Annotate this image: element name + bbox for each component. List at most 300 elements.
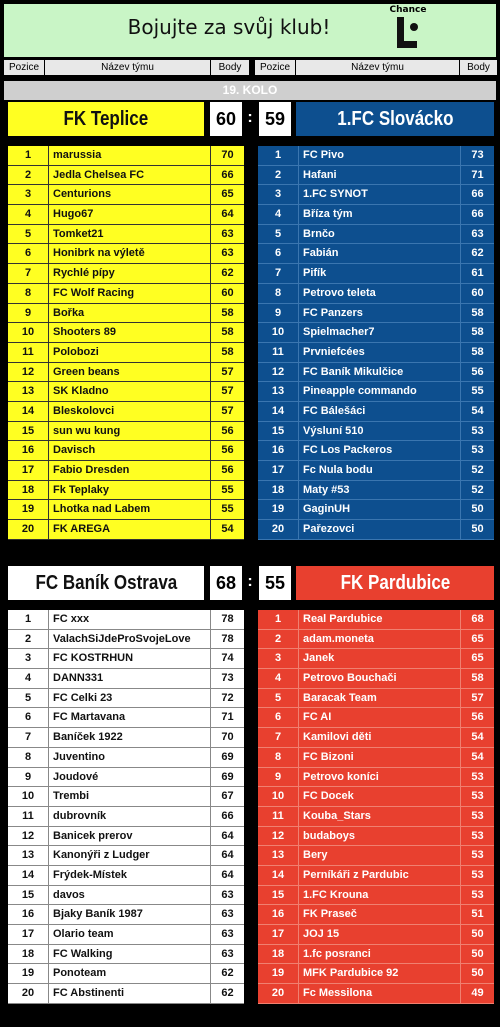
row-points: 53 — [471, 888, 484, 901]
table-row — [258, 284, 494, 304]
row-points: 51 — [471, 908, 484, 921]
row-team-name: Perníkáři z Pardubic — [298, 866, 461, 885]
table-row — [8, 146, 244, 166]
team-name-slovacko — [296, 102, 494, 136]
table-row — [8, 827, 244, 847]
row-team-name: FC Abstinenti — [48, 984, 211, 1003]
row-points: 63 — [221, 888, 234, 901]
table-row — [258, 500, 494, 520]
table-row — [258, 649, 494, 669]
row-position: 18 — [271, 947, 285, 960]
row-points: 67 — [221, 790, 234, 803]
table-row — [258, 925, 494, 945]
row-position: 16 — [21, 444, 35, 457]
team-name-text: FC Baník Ostrava — [35, 572, 177, 594]
row-position: 15 — [271, 888, 285, 901]
row-position: 8 — [274, 286, 282, 299]
logo-text: Chance — [389, 5, 427, 15]
table-row — [258, 422, 494, 442]
table-row — [8, 284, 244, 304]
row-position: 12 — [21, 829, 35, 842]
row-points: 55 — [471, 385, 484, 398]
table-row — [8, 343, 244, 363]
row-points: 50 — [471, 503, 484, 516]
row-team-name: Fk Teplaky — [48, 481, 211, 500]
row-position: 5 — [24, 227, 32, 240]
row-points: 58 — [471, 306, 484, 319]
table-row — [8, 787, 244, 807]
table-row — [258, 964, 494, 984]
row-team-name: Polobozi — [48, 343, 211, 362]
row-team-name: MFK Pardubice 92 — [298, 964, 461, 983]
row-points: 78 — [221, 613, 234, 625]
row-team-name: budaboys — [298, 827, 461, 846]
header-right — [255, 60, 498, 75]
row-team-name: 1.FC SYNOT — [298, 185, 461, 204]
row-points: 61 — [471, 267, 484, 280]
row-position: 12 — [271, 365, 285, 378]
row-team-name: Výsluní 510 — [298, 422, 461, 441]
row-position: 5 — [274, 227, 282, 240]
row-position: 17 — [21, 928, 35, 940]
row-points: 56 — [221, 424, 234, 437]
row-position: 5 — [24, 691, 32, 704]
row-points: 53 — [471, 829, 484, 842]
row-points: 50 — [471, 523, 484, 536]
row-team-name: Tomket21 — [48, 225, 211, 244]
row-points: 58 — [471, 672, 484, 685]
row-team-name: Banicek prerov — [48, 827, 211, 846]
row-points: 60 — [221, 286, 234, 299]
row-team-name: Fabián — [298, 244, 461, 263]
row-position: 1 — [24, 149, 32, 161]
row-points: 62 — [221, 967, 234, 980]
row-points: 52 — [471, 483, 484, 496]
row-points: 65 — [471, 632, 484, 645]
row-points: 64 — [221, 208, 234, 221]
row-points: 53 — [471, 868, 484, 881]
table-row — [258, 689, 494, 709]
row-position: 9 — [24, 306, 32, 319]
table-row — [8, 244, 244, 264]
row-points: 63 — [221, 247, 234, 260]
table-row — [258, 481, 494, 501]
team-name-text: FK Pardubice — [340, 572, 450, 594]
header-pts: Body — [211, 60, 249, 75]
row-points: 53 — [471, 809, 484, 822]
row-team-name: Lhotka nad Labem — [48, 500, 211, 519]
table-row — [8, 225, 244, 245]
header-pos: Pozice — [4, 60, 44, 75]
row-position: 7 — [24, 731, 32, 744]
row-position: 15 — [21, 424, 35, 437]
row-team-name: Joudové — [48, 768, 211, 787]
row-position: 7 — [24, 267, 32, 280]
row-points: 57 — [221, 385, 234, 398]
row-team-name: Centurions — [48, 185, 211, 204]
row-points: 64 — [221, 868, 234, 881]
row-team-name: Pařezovci — [298, 520, 461, 539]
row-points: 63 — [221, 908, 234, 921]
row-points: 65 — [221, 188, 234, 201]
row-position: 4 — [24, 208, 32, 221]
row-position: 13 — [271, 849, 285, 862]
row-points: 56 — [221, 444, 234, 457]
row-points: 53 — [471, 424, 484, 437]
header-left — [4, 60, 250, 75]
row-points: 57 — [471, 691, 484, 704]
row-team-name: JOJ 15 — [298, 925, 461, 944]
row-team-name: 1.fc posranci — [298, 945, 461, 964]
row-team-name: davos — [48, 886, 211, 905]
row-position: 2 — [24, 168, 32, 181]
row-team-name: dubrovník — [48, 807, 211, 826]
row-position: 14 — [21, 868, 35, 881]
table-row — [8, 886, 244, 906]
row-team-name: Petrovo Bouchači — [298, 669, 461, 688]
row-points: 54 — [221, 523, 234, 536]
row-points: 70 — [221, 731, 234, 744]
table-row — [258, 244, 494, 264]
row-position: 13 — [271, 385, 285, 398]
row-position: 2 — [274, 632, 282, 645]
table-row — [8, 520, 244, 540]
row-position: 7 — [274, 267, 282, 280]
table-row — [8, 422, 244, 442]
team-name-teplice — [8, 102, 204, 136]
row-points: 73 — [471, 149, 484, 161]
row-team-name: Brnčo — [298, 225, 461, 244]
row-team-name: Green beans — [48, 363, 211, 382]
row-team-name: Fc Nula bodu — [298, 461, 461, 480]
team-name-ostrava — [8, 566, 204, 600]
row-position: 11 — [272, 809, 284, 822]
row-team-name: Trembi — [48, 787, 211, 806]
team-name-text: 1.FC Slovácko — [336, 108, 454, 130]
row-position: 11 — [22, 809, 34, 822]
row-team-name: Fc Messilona — [298, 984, 461, 1003]
row-points: 65 — [471, 652, 484, 665]
row-team-name: Jedla Chelsea FC — [48, 166, 211, 185]
row-points: 69 — [221, 770, 234, 783]
banner-title: Bojujte za svůj klub! — [127, 15, 331, 39]
table-row — [258, 827, 494, 847]
table-row — [8, 630, 244, 650]
row-position: 19 — [21, 503, 35, 516]
row-team-name: FC KOSTRHUN — [48, 649, 211, 668]
row-team-name: Kanonýři z Ludger — [48, 846, 211, 865]
row-position: 10 — [271, 326, 285, 339]
row-team-name: FC Wolf Racing — [48, 284, 211, 303]
row-team-name: FC Martavana — [48, 708, 211, 727]
header-name: Název týmu — [45, 60, 210, 75]
row-points: 72 — [221, 691, 234, 704]
row-points: 58 — [471, 345, 484, 358]
row-points: 58 — [221, 306, 234, 319]
table-row — [258, 669, 494, 689]
score-home: 60 — [210, 102, 242, 136]
row-position: 2 — [274, 168, 282, 181]
table-row — [258, 787, 494, 807]
row-points: 60 — [471, 286, 484, 299]
row-team-name: sun wu kung — [48, 422, 211, 441]
team-name-pardubice — [296, 566, 494, 600]
row-team-name: Davisch — [48, 441, 211, 460]
table-row — [8, 441, 244, 461]
row-team-name: Bříza tým — [298, 205, 461, 224]
table-row — [8, 166, 244, 186]
row-position: 6 — [24, 247, 32, 260]
row-points: 69 — [221, 750, 234, 763]
row-points: 50 — [471, 947, 484, 960]
table-row — [8, 905, 244, 925]
table-row — [258, 225, 494, 245]
row-team-name: Bleskolovci — [48, 402, 211, 421]
row-position: 4 — [274, 208, 282, 221]
row-points: 66 — [471, 188, 484, 201]
row-position: 15 — [271, 424, 285, 437]
table-row — [258, 520, 494, 540]
row-position: 7 — [274, 731, 282, 744]
row-points: 63 — [471, 227, 484, 240]
row-team-name: FC Docek — [298, 787, 461, 806]
table-row — [258, 768, 494, 788]
row-position: 3 — [274, 188, 282, 201]
row-position: 3 — [24, 188, 32, 201]
chance-logo — [386, 4, 430, 57]
row-position: 8 — [24, 286, 32, 299]
row-position: 5 — [274, 691, 282, 704]
row-points: 53 — [471, 444, 484, 457]
row-position: 20 — [21, 523, 35, 536]
row-position: 16 — [271, 444, 285, 457]
table-row — [258, 905, 494, 925]
row-points: 63 — [221, 928, 234, 940]
table-row — [258, 945, 494, 965]
table-row — [8, 925, 244, 945]
row-points: 54 — [471, 750, 484, 763]
row-points: 68 — [471, 613, 484, 625]
table-row — [8, 185, 244, 205]
row-points: 55 — [221, 503, 234, 516]
row-position: 16 — [271, 908, 285, 921]
score-separator: : — [247, 573, 253, 590]
row-position: 17 — [271, 464, 285, 476]
row-position: 2 — [24, 632, 32, 645]
table-row — [8, 866, 244, 886]
row-position: 10 — [21, 790, 35, 803]
row-team-name: FC xxx — [48, 610, 211, 629]
row-points: 71 — [471, 168, 484, 181]
row-position: 14 — [271, 404, 285, 417]
score-away: 59 — [259, 102, 291, 136]
table-row — [8, 402, 244, 422]
row-position: 19 — [271, 503, 285, 516]
row-team-name: Pineapple commando — [298, 382, 461, 401]
table-row — [258, 748, 494, 768]
row-team-name: Janek — [298, 649, 461, 668]
header-name: Název týmu — [296, 60, 459, 75]
row-team-name: FC Los Packeros — [298, 441, 461, 460]
row-position: 3 — [274, 652, 282, 665]
row-team-name: Rychlé pípy — [48, 264, 211, 283]
row-position: 17 — [271, 928, 285, 940]
row-position: 18 — [21, 947, 35, 960]
row-team-name: Fabio Dresden — [48, 461, 211, 480]
row-position: 1 — [274, 613, 282, 625]
row-team-name: Hugo67 — [48, 205, 211, 224]
table-row — [258, 402, 494, 422]
row-position: 13 — [21, 849, 35, 862]
table-row — [8, 964, 244, 984]
row-points: 53 — [471, 849, 484, 862]
row-position: 12 — [271, 829, 285, 842]
table-row — [8, 481, 244, 501]
table-row — [8, 846, 244, 866]
row-team-name: DANN331 — [48, 669, 211, 688]
row-points: 66 — [471, 208, 484, 221]
table-row — [258, 846, 494, 866]
row-points: 74 — [221, 652, 234, 665]
row-position: 3 — [24, 652, 32, 665]
row-position: 16 — [21, 908, 35, 921]
row-team-name: adam.moneta — [298, 630, 461, 649]
table-row — [258, 363, 494, 383]
row-team-name: FC Celki 23 — [48, 689, 211, 708]
table-row — [8, 807, 244, 827]
table-row — [258, 866, 494, 886]
row-team-name: Maty #53 — [298, 481, 461, 500]
row-team-name: Frýdek-Místek — [48, 866, 211, 885]
table-pardubice — [258, 610, 494, 1004]
table-row — [258, 461, 494, 481]
table-row — [258, 886, 494, 906]
row-team-name: Juventino — [48, 748, 211, 767]
row-team-name: marussia — [48, 146, 211, 165]
row-team-name: Baracak Team — [298, 689, 461, 708]
table-row — [258, 205, 494, 225]
row-points: 50 — [471, 928, 484, 940]
row-points: 49 — [471, 987, 484, 1000]
row-position: 14 — [21, 404, 35, 417]
row-points: 54 — [471, 404, 484, 417]
row-points: 58 — [221, 326, 234, 339]
table-row — [8, 323, 244, 343]
row-points: 58 — [221, 345, 234, 358]
row-position: 10 — [271, 790, 285, 803]
row-points: 71 — [221, 711, 234, 724]
row-team-name: FC Bálešáci — [298, 402, 461, 421]
row-position: 4 — [24, 672, 32, 685]
table-row — [8, 304, 244, 324]
row-points: 52 — [471, 464, 484, 476]
table-row — [258, 166, 494, 186]
row-position: 18 — [271, 483, 285, 496]
row-points: 73 — [221, 672, 234, 685]
score-away: 55 — [259, 566, 291, 600]
table-row — [258, 323, 494, 343]
table-row — [8, 363, 244, 383]
table-row — [258, 343, 494, 363]
row-team-name: Kouba_Stars — [298, 807, 461, 826]
row-points: 63 — [221, 947, 234, 960]
table-row — [8, 669, 244, 689]
row-points: 62 — [471, 247, 484, 260]
table-row — [258, 264, 494, 284]
table-row — [258, 304, 494, 324]
row-points: 64 — [221, 849, 234, 862]
table-row — [8, 984, 244, 1004]
row-team-name: Petrovo teleta — [298, 284, 461, 303]
row-position: 19 — [271, 967, 285, 980]
row-team-name: FC Baník Mikulčice — [298, 363, 461, 382]
row-team-name: FC Walking — [48, 945, 211, 964]
row-team-name: Pifík — [298, 264, 461, 283]
row-team-name: Spielmacher7 — [298, 323, 461, 342]
row-position: 14 — [271, 868, 285, 881]
table-row — [258, 984, 494, 1004]
row-position: 13 — [21, 385, 35, 398]
row-points: 57 — [221, 365, 234, 378]
row-team-name: GaginUH — [298, 500, 461, 519]
row-points: 63 — [221, 227, 234, 240]
table-row — [8, 610, 244, 630]
row-position: 20 — [271, 523, 285, 536]
row-points: 54 — [471, 731, 484, 744]
table-row — [8, 708, 244, 728]
row-position: 20 — [271, 987, 285, 1000]
table-row — [8, 649, 244, 669]
row-position: 6 — [24, 711, 32, 724]
row-position: 9 — [274, 306, 282, 319]
row-team-name: Bery — [298, 846, 461, 865]
row-position: 17 — [21, 464, 35, 476]
row-team-name: FK AREGA — [48, 520, 211, 539]
table-ostrava — [8, 610, 244, 1004]
row-position: 1 — [24, 613, 32, 625]
row-points: 56 — [471, 365, 484, 378]
row-points: 70 — [221, 149, 234, 161]
table-row — [8, 689, 244, 709]
header-pos: Pozice — [255, 60, 295, 75]
row-points: 64 — [221, 829, 234, 842]
table-row — [258, 728, 494, 748]
row-points: 53 — [471, 770, 484, 783]
table-teplice — [8, 146, 244, 540]
header-pts: Body — [460, 60, 497, 75]
table-row — [8, 728, 244, 748]
row-points: 55 — [221, 483, 234, 496]
banner — [4, 4, 496, 57]
row-points: 62 — [221, 987, 234, 1000]
row-team-name: Hafani — [298, 166, 461, 185]
table-row — [8, 748, 244, 768]
table-row — [258, 146, 494, 166]
row-points: 56 — [471, 711, 484, 724]
row-team-name: 1.FC Krouna — [298, 886, 461, 905]
row-team-name: ValachSiJdeProSvojeLove — [48, 630, 211, 649]
table-row — [8, 768, 244, 788]
row-position: 8 — [24, 750, 32, 763]
table-row — [8, 500, 244, 520]
row-position: 20 — [21, 987, 35, 1000]
table-row — [8, 205, 244, 225]
row-team-name: Prvniefcées — [298, 343, 461, 362]
row-team-name: Bořka — [48, 304, 211, 323]
row-position: 11 — [272, 345, 284, 358]
row-team-name: Ponoteam — [48, 964, 211, 983]
row-position: 11 — [22, 345, 34, 358]
